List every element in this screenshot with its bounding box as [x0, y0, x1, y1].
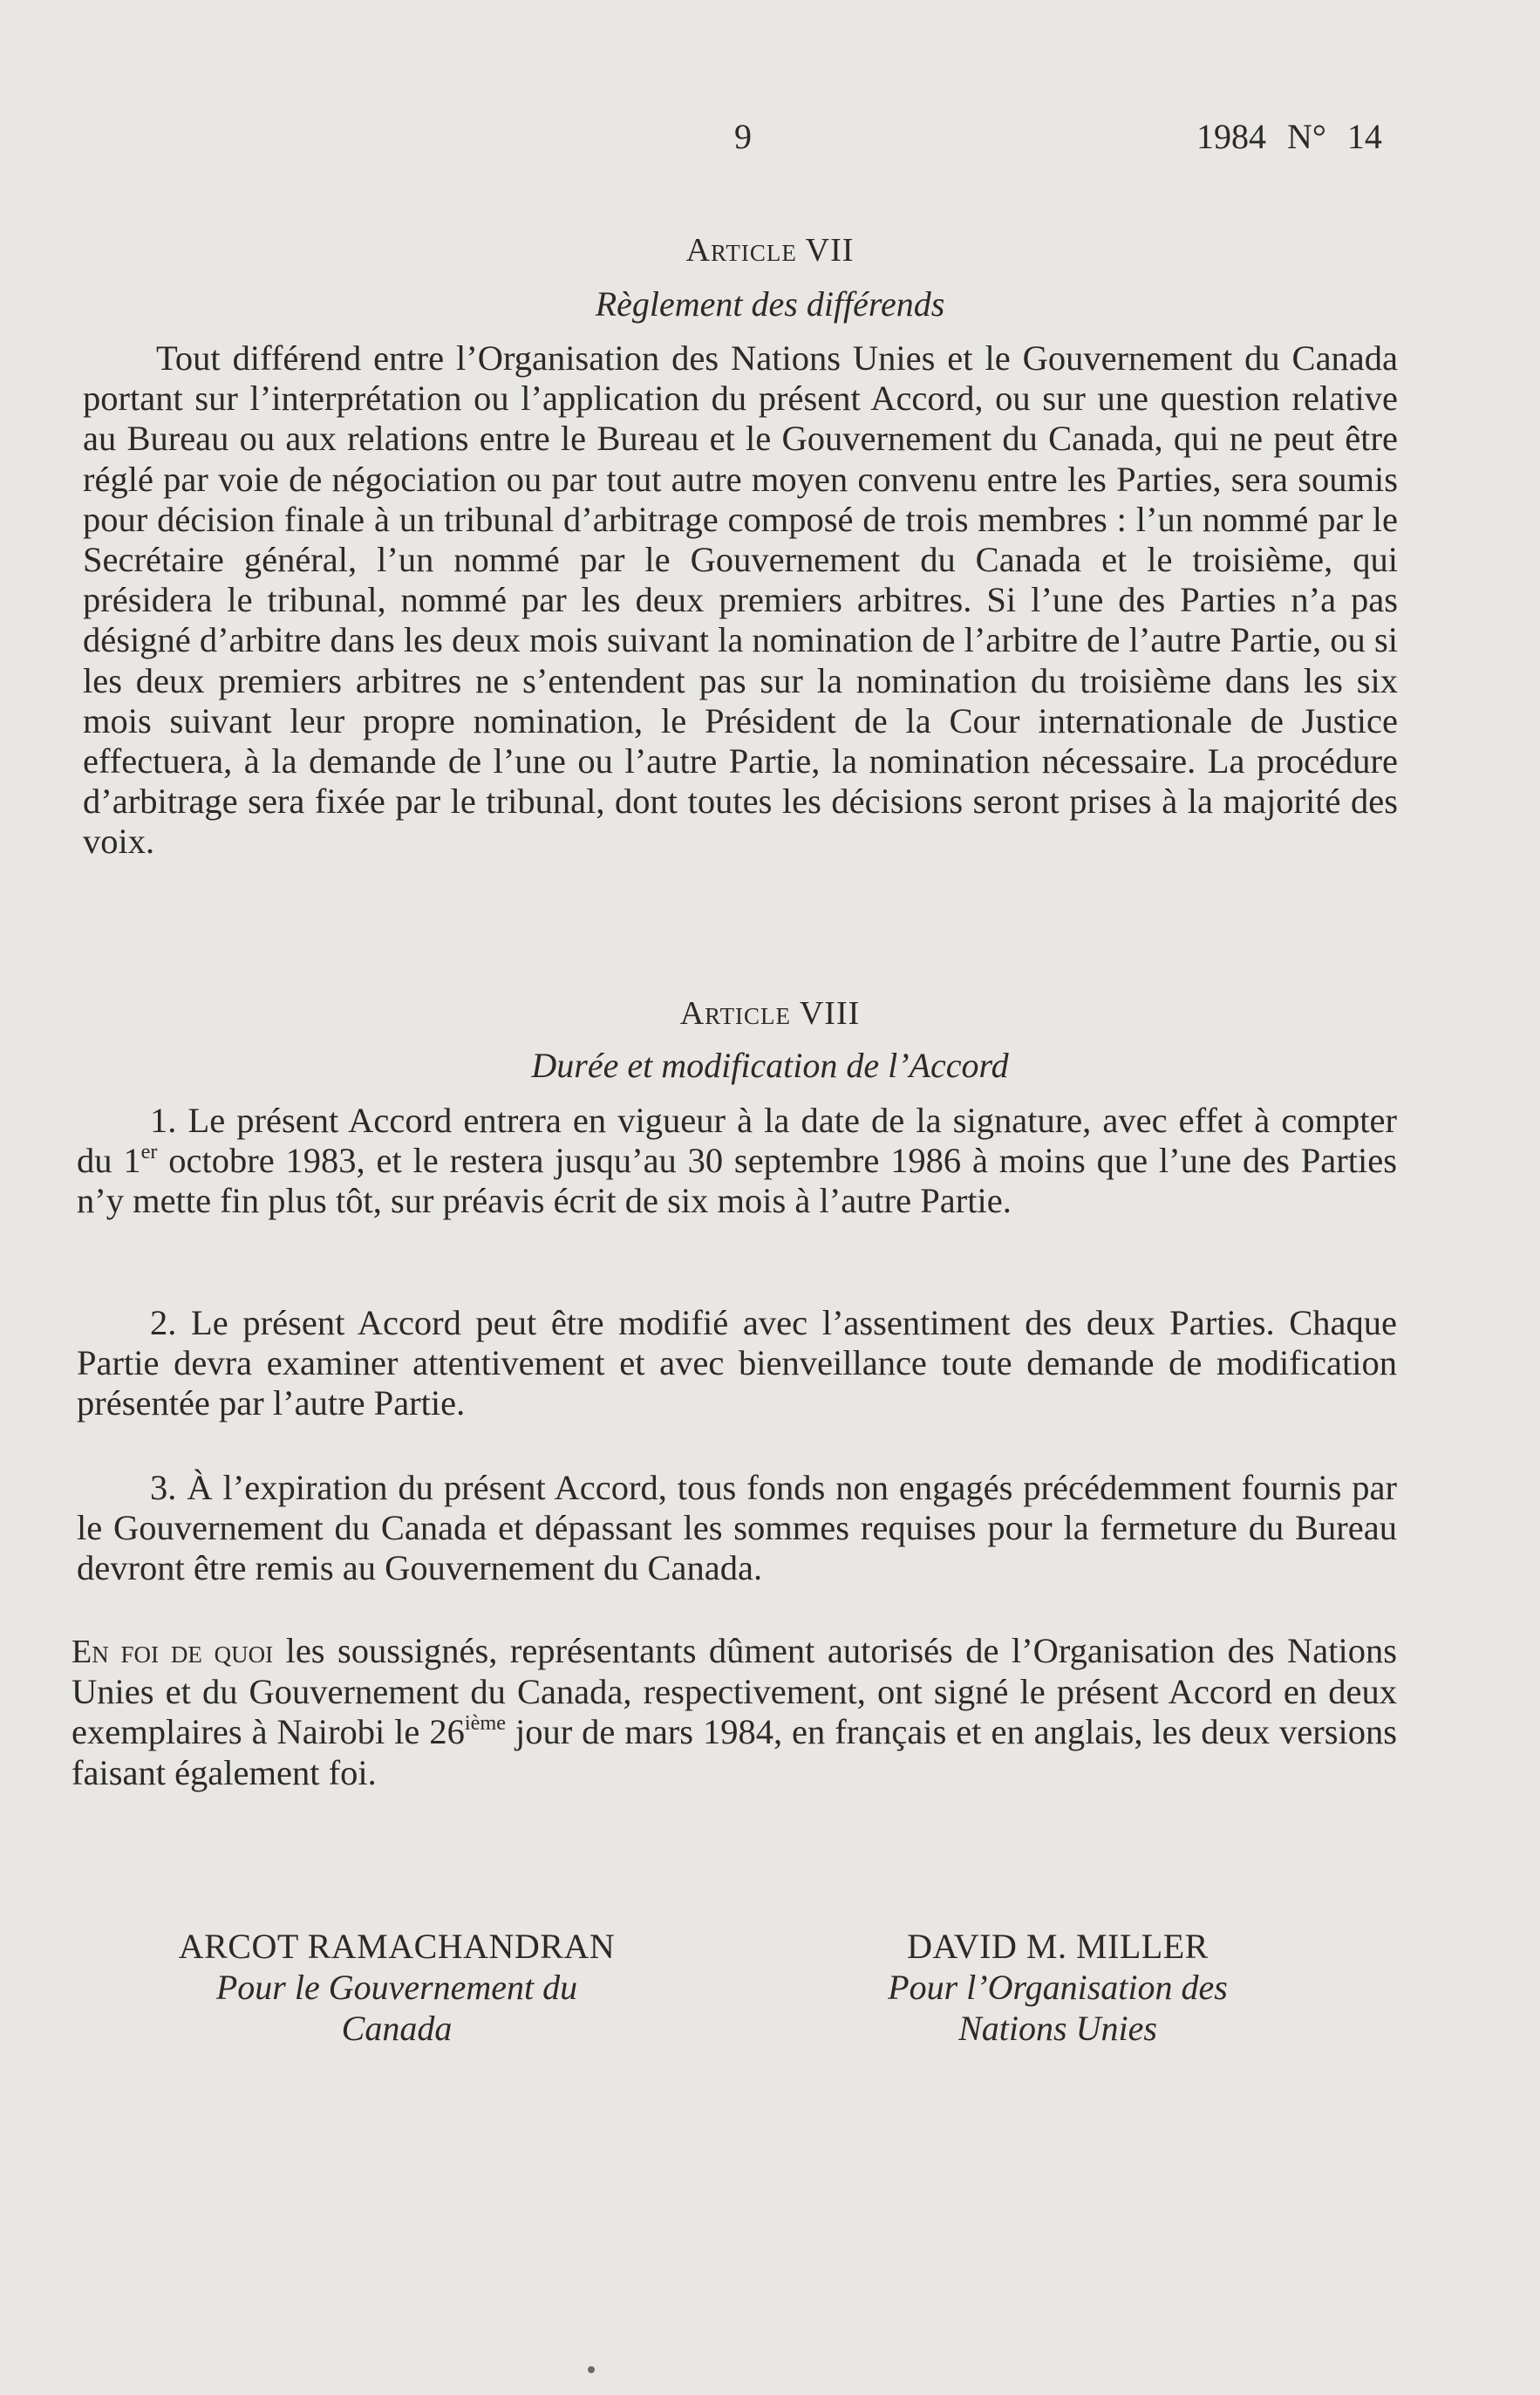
- signatory-name: DAVID M. MILLER: [907, 1927, 1209, 1966]
- article-7-text: Tout différend entre l’Organisation des Nations Unies et le Gouvernement du Canada portant sur l’interprétation ou l’application du présent Accord, ou sur une question relative au Bureau ou aux relations entre le Bureau et le Gouvernement du Canada, qui ne peut être réglé par voie de négociation ou par tout autre moyen convenu entre les Parties, sera soumis pour décision finale à un tribunal d’arbitrage composé de trois membres : l’un nommé par le Secrétaire général, l’un nommé par le Gouvernement du Canada et le troisième, qui présidera le tribunal, nommé par les deux premiers arbitres. Si l’une des Parties n’a pas désigné d’arbitre dans les deux mois suivant la nomination de l’arbitre de l’autre Partie, ou si les deux premiers arbitres ne s’entendent pas sur la nomination du troisième dans les six mois suivant leur propre nomination, le Président de la Cour internationale de Justice effectuera, à la demande de l’une ou l’autre Partie, la nomination nécessaire. La procédure d’arbitrage sera fixée par le tribunal, dont toutes les décisions seront prises à la majorité des voix.: [83, 338, 1398, 862]
- signatory-role: Canada: [341, 2009, 453, 2048]
- article-8-paragraph-1: 1. Le présent Accord entrera en vigueur à la date de la signature, avec effet à compter du 1er octobre 1983, et le restera jusqu’au 30 septembre 1986 à moins que l’une des Parties n’y mette fin plus tôt, sur préavis écrit de six mois à l’autre Partie.: [77, 1101, 1397, 1221]
- signatory-role: Nations Unies: [958, 2009, 1157, 2048]
- article-7-heading: Article VII: [685, 232, 855, 269]
- page-header: [0, 116, 1540, 160]
- signature-block-canada: [126, 1926, 667, 2049]
- document-reference: 1984 N° 14: [1196, 117, 1382, 156]
- signature-block-un: [787, 1926, 1328, 2049]
- signatory-role: Pour l’Organisation des: [888, 1968, 1228, 2007]
- article-8-heading: Article VIII: [679, 995, 861, 1032]
- signatory-role: Pour le Gouvernement du: [215, 1968, 578, 2007]
- article-7-subheading: Règlement des différends: [595, 284, 945, 324]
- page-mark: [588, 2366, 595, 2373]
- signatory-name: ARCOT RAMACHANDRAN: [178, 1927, 616, 1966]
- article-8-subheading: Durée et modification de l’Accord: [531, 1046, 1009, 1085]
- article-8-paragraph-2: 2. Le présent Accord peut être modifié avec l’assentiment des deux Parties. Chaque Partie devra examiner attentivement et avec bienveillance toute demande de modification présentée par l’autre Partie.: [77, 1303, 1397, 1423]
- article-8-paragraph-3: 3. À l’expiration du présent Accord, tous fonds non engagés précédemment fournis par le Gouvernement du Canada et dépassant les sommes requises pour la fermeture du Bureau devront être remis au Gouvernement du Canada.: [77, 1468, 1397, 1588]
- witness-clause: En foi de quoi les soussignés, représentants dûment autorisés de l’Organisation des Nations Unies et du Gouvernement du Canada, respectivement, ont signé le présent Accord en deux exemplaires à Nairobi le 26ième jour de mars 1984, en français et en anglais, les deux versions faisant également foi.: [72, 1631, 1397, 1792]
- page-number: 9: [734, 117, 752, 156]
